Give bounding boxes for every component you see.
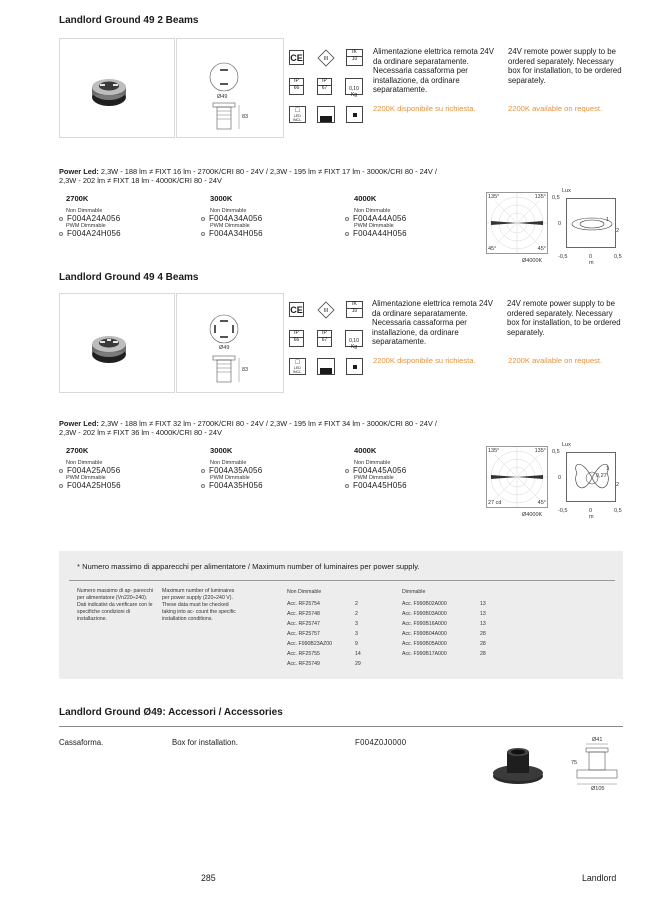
dimmable-list <box>402 599 512 659</box>
variant-3000k: 3000K Non Dimmable F004A35A056 PWM Dimmable F004A35H056 <box>201 446 341 490</box>
ip67-icon: IP 67 <box>317 330 332 347</box>
svg-text:III: III <box>323 308 329 314</box>
product-code: F004A35H056 <box>209 481 263 490</box>
page-number: 285 <box>201 873 216 883</box>
variant-2700k: 2700K Non Dimmable F004A24A056 PWM Dimmable F004A24H056 <box>59 194 199 238</box>
polar-caption: Ø4000K <box>522 258 543 264</box>
ip66-icon: IP 66 <box>289 330 304 347</box>
supply-note-it: Numero massimo di ap- parecchi per alimentatore (Vn220÷240). Dati indicativi da verificare con le specifiche condizioni di installazione. <box>77 588 154 622</box>
note-2200k-it: 2200K disponibile su richiesta. <box>373 104 476 113</box>
description-en: 24V remote power supply to be ordered separately. Necessary box for installation, to be ordered separately. <box>507 299 621 337</box>
product-code: F004A24H056 <box>67 229 121 238</box>
ce-mark-icon: CE <box>289 302 304 317</box>
accessory-name-it: Cassaforma. <box>59 738 104 747</box>
accessory-code: F004Z0J0000 <box>355 738 407 747</box>
beam-icon <box>346 358 363 375</box>
description-en: 24V remote power supply to be ordered separately. Necessary box for installation, to be ordered separately. <box>508 47 622 85</box>
note-2200k-en: 2200K available on request. <box>508 356 603 365</box>
walkover-icon <box>317 106 335 123</box>
table-row: Acc. RF25757 3 <box>287 631 358 637</box>
product-code: F004A25H056 <box>67 481 121 490</box>
polar-caption: Ø4000K <box>522 512 543 518</box>
beam-icon <box>346 106 363 123</box>
table-row: Acc. F990B04A000 28 <box>402 631 486 637</box>
note-2200k-en: 2200K available on request. <box>508 104 603 113</box>
section1-title: Landlord Ground 49 2 Beams <box>59 15 199 26</box>
table-row: Acc. RF25755 14 <box>287 651 361 657</box>
installation-box-drawing: Ø41 75 Ø105 <box>573 740 623 800</box>
svg-text:III: III <box>323 56 329 62</box>
divider <box>59 726 623 727</box>
ik-rating-icon: IK 10 <box>346 301 363 318</box>
non-dimmable-title: Non Dimmable <box>287 589 322 595</box>
non-dimmable-list <box>287 599 397 669</box>
section2-title: Landlord Ground 49 4 Beams <box>59 272 199 283</box>
led-incl-icon: □ LED INCL. <box>289 358 306 375</box>
product-code: F004A34H056 <box>209 229 263 238</box>
accessory-name-en: Box for installation. <box>172 738 238 747</box>
product-code: F004A44H056 <box>353 229 407 238</box>
product-code: F004A45H056 <box>353 481 407 490</box>
product-code: F004A44A056 <box>353 214 407 223</box>
lux-diagram: Lux 0,5 0 -0,5 0 0,5 m 1 2 <box>552 188 622 266</box>
diameter-label: Ø49 <box>217 94 228 100</box>
variant-4000k: 4000K Non Dimmable F004A45A056 PWM Dimmable F004A45H056 <box>345 446 485 490</box>
table-row: Acc. F990B02A000 13 <box>402 601 486 607</box>
table-row: Acc. F990B03A000 13 <box>402 611 486 617</box>
load-icon: 0,10 Kg <box>345 330 363 347</box>
technical-drawing-2beams <box>176 38 284 138</box>
load-icon: 0,10 Kg <box>345 78 363 95</box>
description-it: Alimentazione elettrica remota 24V da ordinare separatamente. Necessaria cassaforma per installazione, da ordinare separatamente. <box>373 47 494 95</box>
table-row: Acc. RF25748 2 <box>287 611 358 617</box>
ip66-icon: IP 66 <box>289 78 304 95</box>
product-code: F004A25A056 <box>67 466 121 475</box>
accessories-title: Landlord Ground Ø49: Accessori / Accessories <box>59 707 283 718</box>
product-code: F004A35A056 <box>209 466 263 475</box>
table-row: Acc. RF25749 29 <box>287 661 361 667</box>
product-code: F004A45A056 <box>353 466 407 475</box>
table-row: Acc. F990B16A000 13 <box>402 621 486 627</box>
class-iii-icon <box>317 301 335 319</box>
power-led-spec: Power Led: 2,3W - 188 lm ≠ FIXT 32 lm - 2700K/CRI 80 - 24V / 2,3W - 195 lm ≠ FIXT 34 lm - 3000K/CRI 80 - 24V / 2,3W - 202 lm ≠ FIXT 36 lm - 4000K/CRI 80 - 24V <box>59 419 437 437</box>
table-row: Acc. RF25754 2 <box>287 601 358 607</box>
ce-mark-icon: CE <box>289 50 304 65</box>
supply-heading: * Numero massimo di apparecchi per alimentatore / Maximum number of luminaires per power supply. <box>77 562 420 571</box>
supply-note-en: Maximum number of luminaires per power supply (220÷240 V). These data must be checked taking into ac- count the specific installation conditions. <box>162 588 236 622</box>
ip67-icon: IP 67 <box>317 78 332 95</box>
technical-drawing-4beams <box>176 293 284 393</box>
description-it: Alimentazione elettrica remota 24V da ordinare separatamente. Necessaria cassaforma per installazione, da ordinare separatamente. <box>372 299 493 347</box>
lux-diagram: Lux 0,5 0 -0,5 0 0,5 m 1 2 0,27 <box>552 442 622 520</box>
height-label: 83 <box>242 114 249 120</box>
variant-3000k: 3000K Non Dimmable F004A34A056 PWM Dimmable F004A34H056 <box>201 194 341 238</box>
variant-4000k: 4000K Non Dimmable F004A44A056 PWM Dimmable F004A44H056 <box>345 194 485 238</box>
table-row: Acc. F990B05A000 28 <box>402 641 486 647</box>
table-row: Acc. F990B17A000 28 <box>402 651 486 657</box>
diameter-label: Ø49 <box>219 345 230 351</box>
class-iii-icon <box>317 49 335 67</box>
brand-name: Landlord <box>582 873 617 883</box>
led-incl-icon: □ LED INCL. <box>289 106 306 123</box>
table-row: Acc. F990B23AZ00 9 <box>287 641 358 647</box>
height-label: 83 <box>242 367 249 373</box>
product-photo-4beams <box>59 293 175 393</box>
polar-diagram: 135° 135° 45° 45° <box>488 194 546 252</box>
installation-box-photo <box>490 740 546 790</box>
product-code: F004A24A056 <box>67 214 121 223</box>
product-code: F004A34A056 <box>209 214 263 223</box>
dimmable-title: Dimmable <box>402 589 426 595</box>
walkover-icon <box>317 358 335 375</box>
variant-2700k: 2700K Non Dimmable F004A25A056 PWM Dimmable F004A25H056 <box>59 446 199 490</box>
table-row: Acc. RF25747 3 <box>287 621 358 627</box>
product-photo-2beams <box>59 38 175 138</box>
power-supply-table <box>59 551 623 679</box>
ik-rating-icon: IK 10 <box>346 49 363 66</box>
polar-diagram: 135° 135° 27 cd 45° <box>488 448 546 506</box>
power-led-spec: Power Led: 2,3W - 188 lm ≠ FIXT 16 lm - 2700K/CRI 80 - 24V / 2,3W - 195 lm ≠ FIXT 17 lm - 3000K/CRI 80 - 24V / 2,3W - 202 lm ≠ FIXT 18 lm - 4000K/CRI 80 - 24V <box>59 167 437 185</box>
note-2200k-it: 2200K disponibile su richiesta. <box>373 356 476 365</box>
